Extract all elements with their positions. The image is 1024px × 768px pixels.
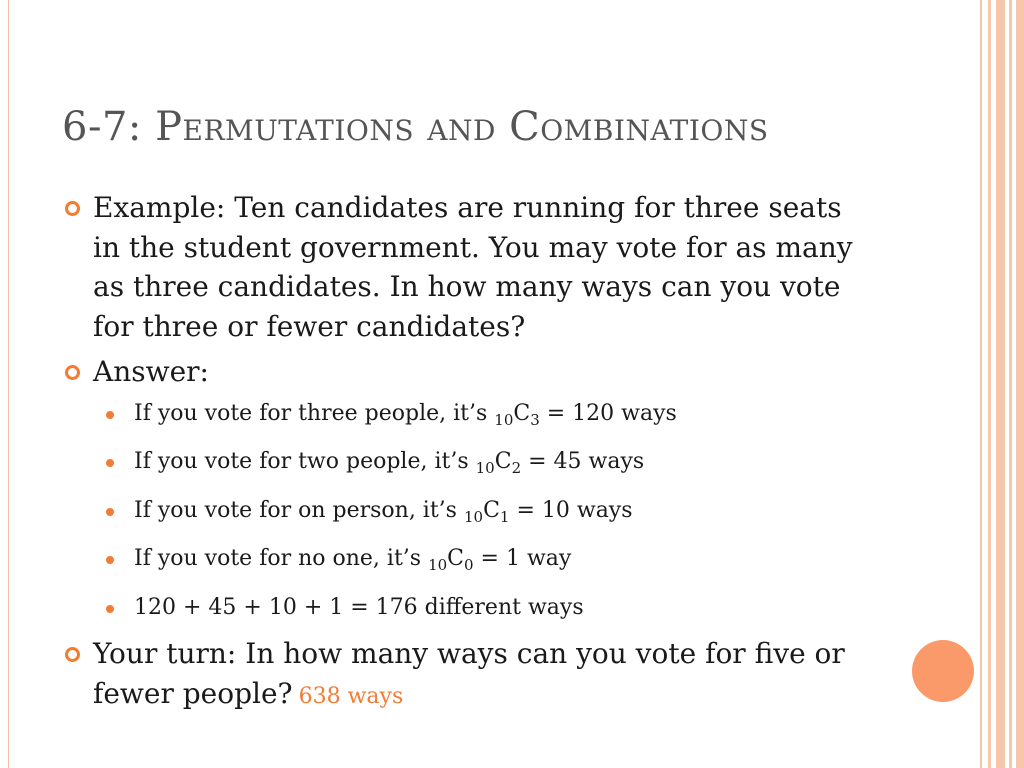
dot-bullet-icon — [106, 411, 114, 419]
sub-bullet-three: If you vote for three people, it’s $_{10}C_3 = 120$ ways — [62, 398, 872, 436]
your-turn-text: Your turn: In how many ways can you vote for five or fewer people? — [93, 637, 845, 710]
sum-text: 120 + 45 + 10 + 1 = 176 different ways — [134, 594, 584, 620]
left-border-line — [8, 0, 9, 768]
decorative-circle — [912, 640, 974, 702]
slide-title: 6-7: Permutations and Combinations — [62, 104, 769, 150]
ring-bullet-icon — [65, 647, 80, 662]
slide-content — [62, 188, 872, 722]
sub-bullet-none: If you vote for no one, it’s $_{10}C_0 = 1$ way — [62, 543, 872, 581]
example-text: Example: Ten candidates are running for three seats in the student government. You may vote for as many as three candidates. In how many ways can you vote for three or fewer candidates? — [93, 191, 853, 343]
dot-bullet-icon — [106, 508, 114, 516]
your-turn-answer: 638 ways — [298, 683, 404, 709]
bullet-answer — [62, 352, 872, 392]
ring-bullet-icon — [65, 365, 80, 380]
bullet-example — [62, 188, 872, 346]
sub-bullet-sum — [62, 592, 872, 624]
right-border-stripes — [980, 0, 1024, 768]
dot-bullet-icon — [106, 459, 114, 467]
bullet-your-turn — [62, 634, 872, 716]
dot-bullet-icon — [106, 556, 114, 564]
sub-bullet-two: If you vote for two people, it’s $_{10}C_2 = 45$ ways — [62, 446, 872, 484]
sub-bullet-one: If you vote for on person, it’s $_{10}C_1 = 10$ ways — [62, 495, 872, 533]
dot-bullet-icon — [106, 605, 114, 613]
answer-label: Answer: — [93, 355, 209, 388]
ring-bullet-icon — [65, 201, 80, 216]
